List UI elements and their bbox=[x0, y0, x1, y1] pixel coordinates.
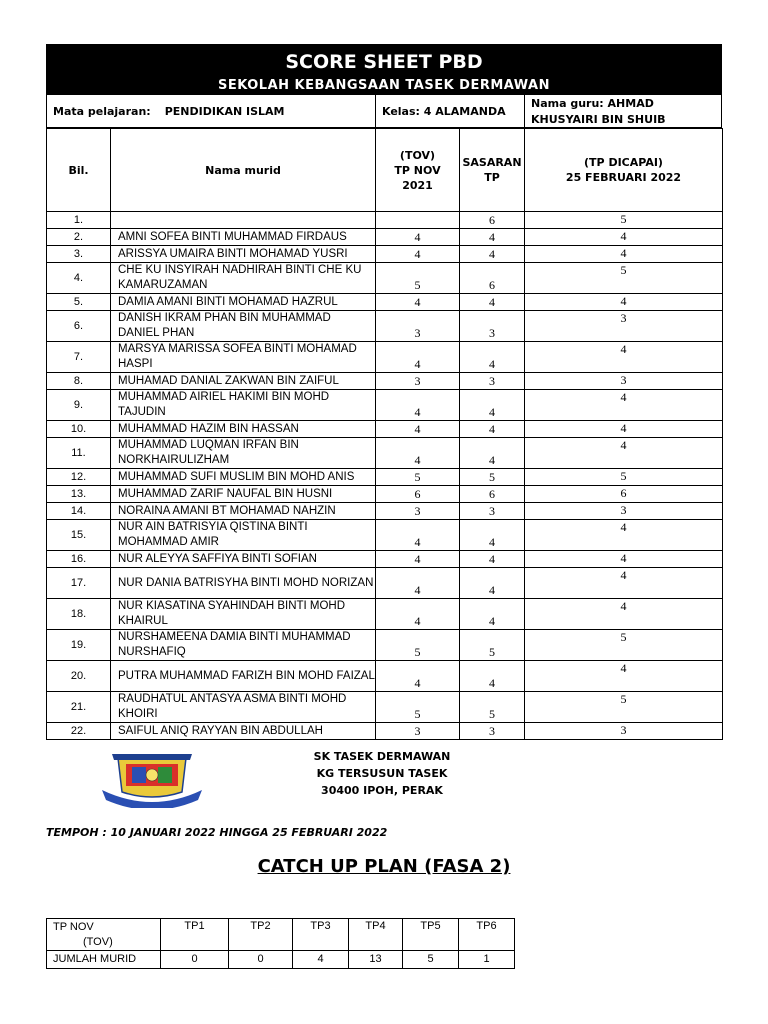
table-row bbox=[47, 311, 723, 342]
summary-row-label-count: JUMLAH MURID bbox=[47, 951, 161, 969]
student-name: RAUDHATUL ANTASYA ASMA BINTI MOHD KHOIRI bbox=[111, 692, 376, 723]
table-row bbox=[47, 373, 723, 390]
student-tov: 4 bbox=[376, 520, 460, 551]
student-target: 3 bbox=[460, 311, 525, 342]
student-achieved: 5 bbox=[525, 212, 723, 229]
summary-row-label-tp bbox=[47, 919, 161, 951]
student-achieved: 5 bbox=[525, 692, 723, 723]
student-tov: 4 bbox=[376, 342, 460, 373]
table-row bbox=[47, 520, 723, 551]
student-target: 5 bbox=[460, 469, 525, 486]
student-target: 5 bbox=[460, 692, 525, 723]
student-target: 4 bbox=[460, 568, 525, 599]
table-row bbox=[47, 421, 723, 438]
student-number: 6. bbox=[47, 311, 111, 342]
tov-header-line-3: 2021 bbox=[402, 178, 433, 192]
student-name: MUHAMAD DANIAL ZAKWAN BIN ZAIFUL bbox=[111, 373, 376, 390]
student-target: 5 bbox=[460, 630, 525, 661]
table-row bbox=[47, 486, 723, 503]
address-line-1: SK TASEK DERMAWAN bbox=[313, 750, 451, 763]
student-tov: 4 bbox=[376, 661, 460, 692]
student-number: 22. bbox=[47, 723, 111, 740]
tov-header-line-2: TP NOV bbox=[394, 163, 441, 177]
student-achieved: 5 bbox=[525, 630, 723, 661]
student-achieved: 3 bbox=[525, 723, 723, 740]
student-number: 19. bbox=[47, 630, 111, 661]
summary-header-tp2: TP2 bbox=[229, 919, 293, 951]
table-row bbox=[47, 723, 723, 740]
sheet-title: SCORE SHEET PBD bbox=[285, 51, 483, 73]
table-row bbox=[47, 568, 723, 599]
col-header-tov bbox=[376, 129, 460, 212]
student-tov: 6 bbox=[376, 486, 460, 503]
summary-count-tp1: 0 bbox=[161, 951, 229, 969]
target-header-line-1: SASARAN bbox=[462, 156, 522, 169]
student-achieved: 4 bbox=[525, 229, 723, 246]
table-row bbox=[47, 342, 723, 373]
student-target: 4 bbox=[460, 246, 525, 263]
student-name bbox=[111, 212, 376, 229]
student-tov: 3 bbox=[376, 373, 460, 390]
subject-label: Mata pelajaran: bbox=[53, 104, 151, 118]
student-tov: 4 bbox=[376, 229, 460, 246]
student-name: DAMIA AMANI BINTI MOHAMAD HAZRUL bbox=[111, 294, 376, 311]
student-achieved: 5 bbox=[525, 469, 723, 486]
student-achieved: 4 bbox=[525, 390, 723, 421]
student-target: 4 bbox=[460, 599, 525, 630]
student-name: AMNI SOFEA BINTI MUHAMMAD FIRDAUS bbox=[111, 229, 376, 246]
student-name: NORAINA AMANI BT MOHAMAD NAHZIN bbox=[111, 503, 376, 520]
summary-header-tp6: TP6 bbox=[459, 919, 515, 951]
student-target: 4 bbox=[460, 661, 525, 692]
summary-count-tp4: 13 bbox=[349, 951, 403, 969]
student-tov bbox=[376, 212, 460, 229]
col-header-bil: Bil. bbox=[47, 129, 111, 212]
student-tov: 3 bbox=[376, 503, 460, 520]
student-number: 11. bbox=[47, 438, 111, 469]
student-name: MUHAMMAD ZARIF NAUFAL BIN HUSNI bbox=[111, 486, 376, 503]
student-achieved: 4 bbox=[525, 294, 723, 311]
plan-title: CATCH UP PLAN (FASA 2) bbox=[257, 856, 511, 877]
student-number: 21. bbox=[47, 692, 111, 723]
table-row bbox=[47, 469, 723, 486]
student-number: 13. bbox=[47, 486, 111, 503]
student-number: 5. bbox=[47, 294, 111, 311]
achieved-header-line-2: 25 FEBRUARI 2022 bbox=[565, 171, 682, 184]
student-name: ARISSYA UMAIRA BINTI MOHAMAD YUSRI bbox=[111, 246, 376, 263]
student-number: 12. bbox=[47, 469, 111, 486]
student-number: 7. bbox=[47, 342, 111, 373]
student-tov: 4 bbox=[376, 390, 460, 421]
student-number: 15. bbox=[47, 520, 111, 551]
student-achieved: 4 bbox=[525, 599, 723, 630]
student-tov: 4 bbox=[376, 599, 460, 630]
table-row bbox=[47, 599, 723, 630]
student-achieved: 3 bbox=[525, 311, 723, 342]
student-achieved: 4 bbox=[525, 551, 723, 568]
student-achieved: 4 bbox=[525, 520, 723, 551]
score-table bbox=[46, 128, 723, 740]
title-block bbox=[46, 44, 722, 95]
address-line-2: KG TERSUSUN TASEK bbox=[316, 767, 448, 780]
student-number: 8. bbox=[47, 373, 111, 390]
col-header-name: Nama murid bbox=[111, 129, 376, 212]
summary-header-tp1: TP1 bbox=[161, 919, 229, 951]
student-name: CHE KU INSYIRAH NADHIRAH BINTI CHE KU KAMARUZAMAN bbox=[111, 263, 376, 294]
student-achieved: 5 bbox=[525, 263, 723, 294]
table-row bbox=[47, 229, 723, 246]
summary-table bbox=[46, 918, 515, 969]
student-target: 4 bbox=[460, 520, 525, 551]
table-row bbox=[47, 661, 723, 692]
table-row bbox=[47, 294, 723, 311]
student-number: 14. bbox=[47, 503, 111, 520]
student-number: 4. bbox=[47, 263, 111, 294]
student-target: 4 bbox=[460, 229, 525, 246]
student-achieved: 3 bbox=[525, 373, 723, 390]
summary-tp-label-line-2: (TOV) bbox=[83, 935, 113, 948]
student-number: 10. bbox=[47, 421, 111, 438]
summary-count-row bbox=[47, 951, 515, 969]
student-number: 3. bbox=[47, 246, 111, 263]
student-number: 17. bbox=[47, 568, 111, 599]
student-tov: 4 bbox=[376, 421, 460, 438]
student-target: 3 bbox=[460, 723, 525, 740]
summary-header-tp4: TP4 bbox=[349, 919, 403, 951]
student-achieved: 4 bbox=[525, 246, 723, 263]
student-target: 6 bbox=[460, 212, 525, 229]
student-name: MUHAMMAD SUFI MUSLIM BIN MOHD ANIS bbox=[111, 469, 376, 486]
table-row bbox=[47, 246, 723, 263]
student-name: PUTRA MUHAMMAD FARIZH BIN MOHD FAIZAL bbox=[111, 661, 376, 692]
student-tov: 4 bbox=[376, 438, 460, 469]
student-name: NUR AIN BATRISYIA QISTINA BINTI MOHAMMAD AMIR bbox=[111, 520, 376, 551]
student-name: DANISH IKRAM PHAN BIN MUHAMMAD DANIEL PHAN bbox=[111, 311, 376, 342]
student-number: 2. bbox=[47, 229, 111, 246]
period-text: TEMPOH : 10 JANUARI 2022 HINGGA 25 FEBRUARI 2022 bbox=[46, 826, 388, 839]
student-tov: 3 bbox=[376, 723, 460, 740]
col-header-target bbox=[460, 129, 525, 212]
student-number: 9. bbox=[47, 390, 111, 421]
student-target: 4 bbox=[460, 421, 525, 438]
student-achieved: 4 bbox=[525, 568, 723, 599]
student-tov: 4 bbox=[376, 551, 460, 568]
student-achieved: 6 bbox=[525, 486, 723, 503]
summary-count-tp2: 0 bbox=[229, 951, 293, 969]
student-tov: 5 bbox=[376, 630, 460, 661]
summary-header-row bbox=[47, 919, 515, 951]
student-tov: 4 bbox=[376, 246, 460, 263]
student-tov: 5 bbox=[376, 263, 460, 294]
student-target: 4 bbox=[460, 294, 525, 311]
table-row bbox=[47, 263, 723, 294]
student-tov: 5 bbox=[376, 469, 460, 486]
summary-tp-label-line-1: TP NOV bbox=[53, 920, 94, 933]
student-achieved: 4 bbox=[525, 421, 723, 438]
teacher-cell bbox=[525, 95, 721, 127]
school-address bbox=[262, 748, 502, 799]
table-row bbox=[47, 212, 723, 229]
student-name: NUR DANIA BATRISYHA BINTI MOHD NORIZAN bbox=[111, 568, 376, 599]
student-target: 4 bbox=[460, 551, 525, 568]
student-tov: 4 bbox=[376, 294, 460, 311]
student-name: MUHAMMAD LUQMAN IRFAN BIN NORKHAIRULIZHAM bbox=[111, 438, 376, 469]
student-name: MUHAMMAD HAZIM BIN HASSAN bbox=[111, 421, 376, 438]
class-cell: Kelas: 4 ALAMANDA bbox=[376, 95, 525, 127]
tov-header-line-1: (TOV) bbox=[399, 148, 436, 162]
table-row bbox=[47, 630, 723, 661]
student-tov: 3 bbox=[376, 311, 460, 342]
student-target: 4 bbox=[460, 390, 525, 421]
student-target: 3 bbox=[460, 373, 525, 390]
teacher-line-1: Nama guru: AHMAD bbox=[531, 96, 654, 110]
student-achieved: 4 bbox=[525, 438, 723, 469]
student-number: 20. bbox=[47, 661, 111, 692]
table-row bbox=[47, 438, 723, 469]
student-name: NUR KIASATINA SYAHINDAH BINTI MOHD KHAIRUL bbox=[111, 599, 376, 630]
student-name: NURSHAMEENA DAMIA BINTI MUHAMMAD NURSHAFIQ bbox=[111, 630, 376, 661]
student-tov: 4 bbox=[376, 568, 460, 599]
student-number: 18. bbox=[47, 599, 111, 630]
score-sheet bbox=[46, 44, 722, 740]
table-row bbox=[47, 390, 723, 421]
summary-count-tp3: 4 bbox=[293, 951, 349, 969]
achieved-header-line-1: (TP DICAPAI) bbox=[584, 156, 663, 169]
student-target: 6 bbox=[460, 263, 525, 294]
student-tov: 5 bbox=[376, 692, 460, 723]
address-line-3: 30400 IPOH, PERAK bbox=[321, 784, 443, 797]
summary-header-tp5: TP5 bbox=[403, 919, 459, 951]
student-target: 4 bbox=[460, 342, 525, 373]
student-number: 16. bbox=[47, 551, 111, 568]
table-row bbox=[47, 692, 723, 723]
student-target: 6 bbox=[460, 486, 525, 503]
student-achieved: 4 bbox=[525, 661, 723, 692]
subject-cell bbox=[47, 95, 376, 127]
school-logo bbox=[96, 752, 208, 808]
school-name: SEKOLAH KEBANGSAAN TASEK DERMAWAN bbox=[218, 78, 550, 93]
student-number: 1. bbox=[47, 212, 111, 229]
table-row bbox=[47, 551, 723, 568]
student-name: MARSYA MARISSA SOFEA BINTI MOHAMAD HASPI bbox=[111, 342, 376, 373]
score-body bbox=[47, 212, 723, 740]
teacher-line-2: KHUSYAIRI BIN SHUIB bbox=[531, 112, 666, 126]
student-target: 3 bbox=[460, 503, 525, 520]
summary-count-tp5: 5 bbox=[403, 951, 459, 969]
info-row bbox=[46, 95, 722, 128]
student-name: SAIFUL ANIQ RAYYAN BIN ABDULLAH bbox=[111, 723, 376, 740]
table-row bbox=[47, 503, 723, 520]
student-achieved: 3 bbox=[525, 503, 723, 520]
summary-count-tp6: 1 bbox=[459, 951, 515, 969]
subject-value: PENDIDIKAN ISLAM bbox=[164, 104, 285, 118]
col-header-achieved bbox=[525, 129, 723, 212]
student-name: MUHAMMAD AIRIEL HAKIMI BIN MOHD TAJUDIN bbox=[111, 390, 376, 421]
student-achieved: 4 bbox=[525, 342, 723, 373]
summary-header-tp3: TP3 bbox=[293, 919, 349, 951]
target-header-line-2: TP bbox=[484, 171, 500, 184]
student-name: NUR ALEYYA SAFFIYA BINTI SOFIAN bbox=[111, 551, 376, 568]
student-target: 4 bbox=[460, 438, 525, 469]
